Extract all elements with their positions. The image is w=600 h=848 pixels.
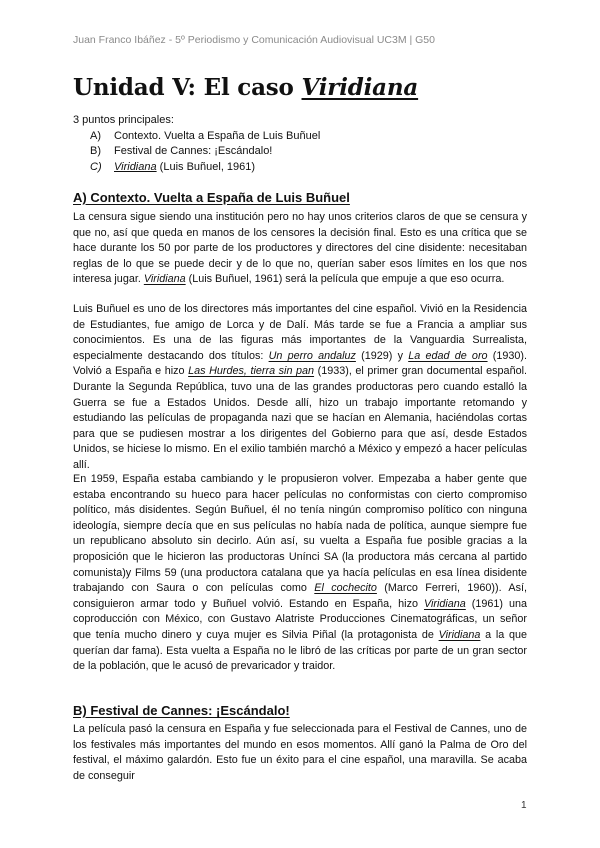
intro-block bbox=[73, 113, 320, 175]
film-title: Un perro andaluz bbox=[268, 349, 356, 362]
list-marker: C) bbox=[90, 160, 102, 173]
film-title: Las Hurdes, tierra sin pan bbox=[188, 365, 315, 378]
list-item-film: Viridiana bbox=[114, 160, 157, 173]
intro-lead: 3 puntos principales: bbox=[73, 114, 174, 126]
section-b-heading: B) Festival de Cannes: ¡Escándalo! bbox=[73, 703, 290, 718]
film-title: Viridiana bbox=[438, 628, 481, 641]
title-film: Viridiana bbox=[301, 74, 419, 101]
title-prefix: Unidad V: El caso bbox=[73, 74, 302, 101]
list-item bbox=[73, 160, 320, 176]
topic-list bbox=[73, 129, 320, 176]
list-item-text: Contexto. Vuelta a España de Luis Buñuel bbox=[114, 129, 321, 142]
section-a-paragraph-2: Luis Buñuel es uno de los directores más importantes del cine español. Vivió en la Residencia de Estudiantes, fue amigo de Lorca y de Dalí. Más tarde se fue a Francia a ampliar sus conocimientos. Es una de las figuras más importantes de la Vanguardia Surrealista, especialmente destacando dos títulos: Un perro andaluz (1929) y La edad de oro (1930). Volvió a España e hizo Las Hurdes, tierra sin pan (1933), el primer gran documental español. Durante la Segunda República, tuvo una de las grandes productoras pero cuando estalló la Guerra se fue a Estados Unidos. Desde allí, hizo un trabajo importante retomando y estudiando las películas de propaganda nazi que se hacían en Alemania, haciéndolas cortas para que se pudiesen mostrar a los dirigentes del Gobierno para que así, desde Estados Unidos, se hiciese lo mismo. En el exilio también marchó a México y empezó a hacer películas allí. bbox=[73, 303, 527, 471]
film-title: Viridiana bbox=[423, 597, 466, 610]
section-b-paragraph-1: La película pasó la censura en España y fue seleccionada para el Festival de Cannes, uno de los festivales más importantes del mundo en esos momentos. Allí ganó la Palma de Oro del festival, el máximo galardón. Esto fue un éxito para el cine español, una maravilla. Se acaba de conseguir bbox=[73, 723, 527, 782]
section-a-paragraph-1: La censura sigue siendo una institución pero no hay unos criterios claros de que se censura y que no, así que queda en manos de los censores la decisión final. Esto es una crítica que se hace durante los 50 por parte de los productores y directores del cine disidente: necesitaban reglas de lo que se puede decir y de lo que no, querían saber esos límites en los que nos interesa jugar. Viridiana (Luis Buñuel, 1961) será la película que empuje a que eso ocurra. bbox=[73, 211, 527, 286]
list-item-text: Festival de Cannes: ¡Escándalo! bbox=[114, 145, 273, 157]
film-title: El cochecito bbox=[314, 582, 377, 595]
list-marker: A) bbox=[90, 129, 101, 142]
section-a-heading: A) Contexto. Vuelta a España de Luis Buñuel bbox=[73, 190, 350, 205]
page-header: Juan Franco Ibáñez - 5º Periodismo y Comunicación Audiovisual UC3M | G50 bbox=[73, 34, 435, 46]
list-item bbox=[73, 129, 320, 145]
film-title: Viridiana bbox=[143, 273, 186, 286]
list-marker: B) bbox=[90, 145, 101, 157]
section-a-paragraph-3: En 1959, España estaba cambiando y le propusieron volver. Empezaba a haber gente que estaba encontrando su hueco para hacer películas no conformistas con cierto compromiso político, más disidentes. Según Buñuel, él no tenía ningún compromiso político con ninguna ideología, siempre decía que en sus películas no había nada de política, aunque siempre fue un republicano absoluto sin decirlo. Aún así, su vuelta a España fue posible gracias a la proposición que le hicieron las productoras Unínci SA (la productora más cercana al partido comunista)y Films 59 (una productora catalana que ya hacía películas en esa línea disidente trabajando con Saura o con películas como El cochecito (Marco Ferreri, 1960)). Así, consiguieron armar todo y Buñuel volvió. Estando en España, hizo Viridiana (1961) una coproducción con México, con Gustavo Alatriste Producciones Cinematográficas, un señor que tenía mucho dinero y cuya mujer es Silvia Piñal (la protagonista de Viridiana a la que querían dar fama). Esta vuelta a España no le libró de las críticas por parte de un gran sector de la población, que le acusó de prevaricador y traidor. bbox=[73, 473, 528, 673]
page-title bbox=[73, 74, 418, 101]
page-number: 1 bbox=[521, 800, 527, 811]
list-item-text: (Luis Buñuel, 1961) bbox=[156, 160, 256, 173]
film-title: La edad de oro bbox=[408, 349, 488, 362]
list-item bbox=[73, 144, 320, 160]
